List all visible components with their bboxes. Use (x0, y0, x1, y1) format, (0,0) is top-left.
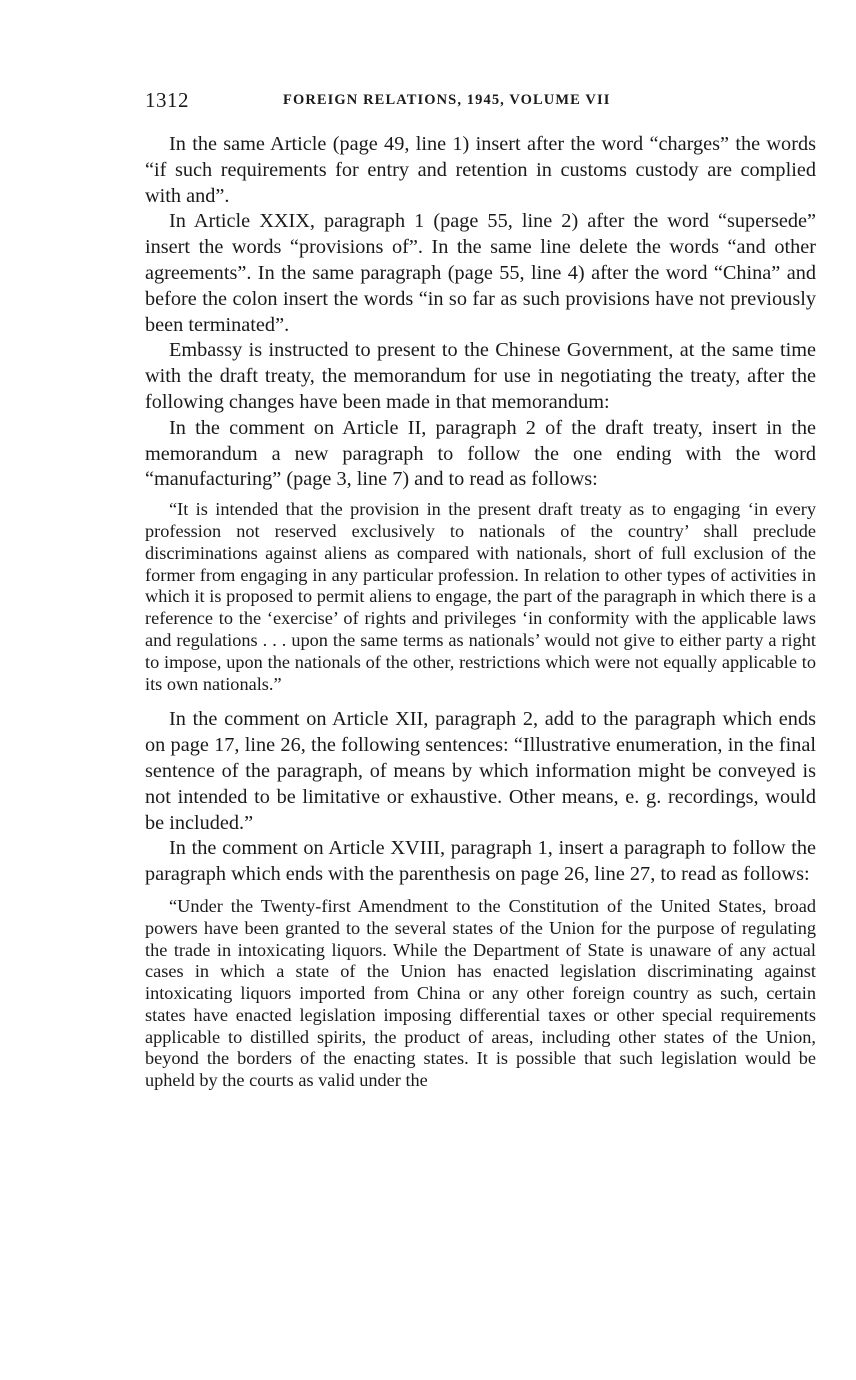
document-page (145, 88, 816, 1102)
paragraph-article-ii-comment: In the comment on Article II, paragraph 2 of the draft treaty, insert in the memorandum a new paragraph to follow the one ending with the word “manufacturing” (page 3, line 7) and to read as follows: (145, 416, 816, 491)
paragraph-article-xii-comment: In the comment on Article XII, paragraph 2, add to the paragraph which ends on page 17, line 26, the following sentences: “Illustrative enumeration, in the final sentence of the paragraph, of means by which information might be conveyed is not intended to be limitative or exhaustive. Other means, e. g. recordings, would be included.” (145, 708, 816, 834)
page-number: 1312 (145, 88, 189, 112)
paragraph-article-insert-charges: In the same Article (page 49, line 1) insert after the word “charges” the words “if such requirements for entry and retention in customs custody are complied with and”. (145, 133, 816, 207)
paragraph-embassy-instruction: Embassy is instructed to present to the Chinese Government, at the same time with the draft treaty, the memorandum for use in negotiating the treaty, after the following changes have been made in that memorandum: (145, 339, 816, 413)
paragraph-article-xxix: In Article XXIX, paragraph 1 (page 55, line 2) after the word “supersede” insert the words “provisions of”. In the same line delete the words “and other agreements”. In the same paragraph (page 55, line 4) after the word “China” and before the colon insert the words “in so far as such provisions have not previously been terminated”. (145, 210, 816, 336)
quote-twenty-first-amendment: “Under the Twenty-first Amendment to the Constitution of the United States, broad powers have been granted to the several states of the Union for the purpose of regulating the trade in intoxicating liquors. While the Department of State is unaware of any actual cases in which a state of the Union has enacted legislation discriminating against intoxicating liquors imported from China or any other foreign country as such, certain states have enacted legislation imposing differential taxes or other special requirements applicable to distilled spirits, the product of areas, including other states of the Union, beyond the borders of the enacting states. It is possible that such legislation would be upheld by the courts as valid under the (145, 895, 816, 1091)
running-head (145, 88, 816, 118)
paragraph-article-xviii-comment: In the comment on Article XVIII, paragraph 1, insert a paragraph to follow the paragraph which ends with the parenthesis on page 26, line 27, to read as follows: (145, 837, 816, 886)
quote-professions: “It is intended that the provision in the present draft treaty as to engaging ‘in every profession not reserved exclusively to nationals of the country’ shall preclude discriminations against aliens as compared with nationals, short of full exclusion of the former from engaging in any particular profession. In relation to other types of activities in which it is proposed to permit aliens to engage, the part of the paragraph in which there is a reference to the ‘exercise’ of rights and privileges ‘in conformity with the applicable laws and regulations . . . upon the same terms as nationals’ would not give to either party a right to impose, upon the nationals of the other, restrictions which were not equally applicable to its own nationals.” (145, 499, 816, 694)
running-title: FOREIGN RELATIONS, 1945, VOLUME VII (283, 92, 611, 108)
